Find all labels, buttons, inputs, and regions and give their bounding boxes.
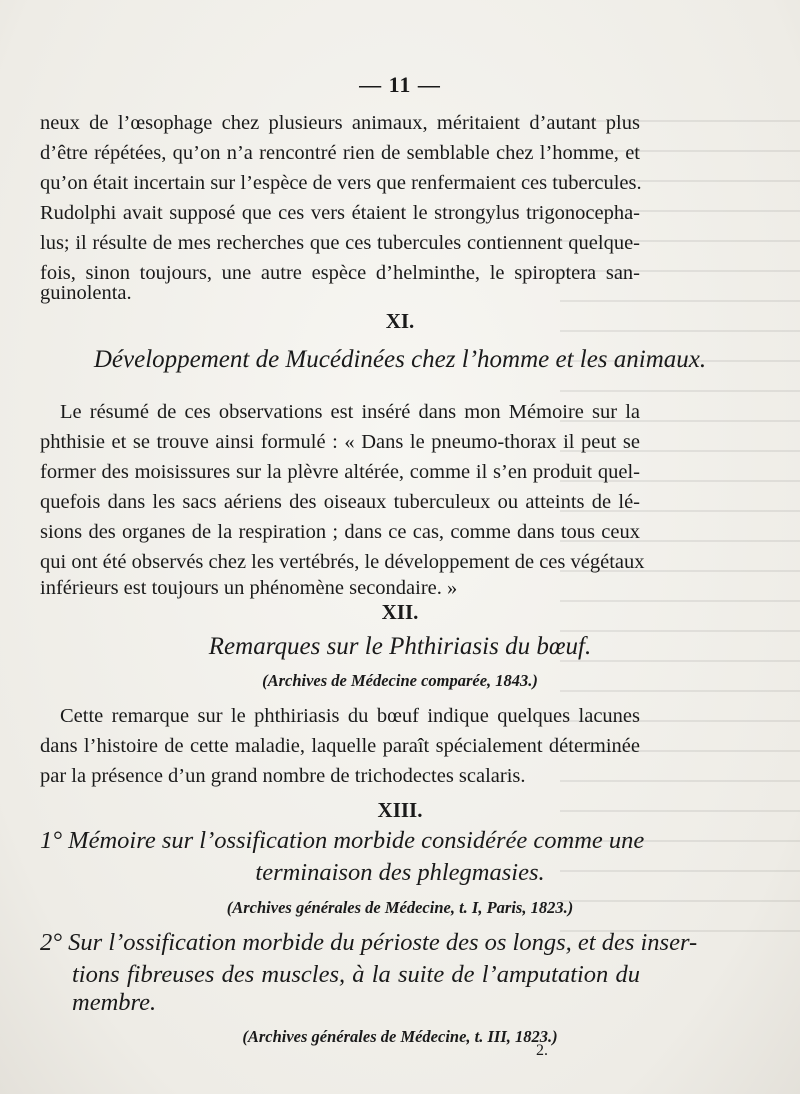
citation: (Archives de Médecine comparée, 1843.) — [262, 671, 538, 690]
text-line: sions des organes de la respiration ; dans ce cas, comme dans tous ceux — [40, 521, 640, 543]
text-line: Le résumé de ces observations est inséré dans mon Mémoire sur la — [60, 401, 640, 423]
text-line: phthisie et se trouve ainsi formulé : « Dans le pneumo-thorax il peut se — [40, 431, 640, 453]
item-title-line: membre. — [72, 989, 157, 1016]
section-number: XIII. — [377, 798, 423, 822]
section-title: Remarques sur le Phthiriasis du bœuf. — [208, 633, 592, 660]
text-line: dans l’histoire de cette maladie, laquelle paraît spécialement déterminée — [40, 735, 640, 757]
citation: (Archives générales de Médecine, t. III, 1823.) — [242, 1027, 558, 1046]
citation: (Archives générales de Médecine, t. I, Paris, 1823.) — [226, 898, 574, 917]
text-line: guinolenta. — [40, 282, 132, 304]
text-line: fois, sinon toujours, une autre espèce d’helminthe, le spiroptera san- — [40, 262, 640, 284]
item-title-line: terminaison des phlegmasies. — [255, 859, 545, 886]
text-line: neux de l’œsophage chez plusieurs animaux, méritaient d’autant plus — [40, 112, 640, 134]
text-line: d’être répétées, qu’on n’a rencontré rien de semblable chez l’homme, et — [40, 142, 640, 164]
text-line: qui ont été observés chez les vertébrés, le développement de ces végétaux — [40, 551, 645, 573]
item-title-line: tions fibreuses des muscles, à la suite de l’amputation du — [72, 961, 640, 988]
page-folio: — 11 — — [359, 72, 441, 97]
section-title: Développement de Mucédinées chez l’homme et les animaux. — [93, 346, 707, 373]
text-line: Cette remarque sur le phthiriasis du bœuf indique quelques lacunes — [60, 705, 640, 727]
text-line: qu’on était incertain sur l’espèce de vers que renfermaient ces tubercules. — [40, 172, 642, 194]
text-line: quefois dans les sacs aériens des oiseaux tuberculeux ou atteints de lé- — [40, 491, 640, 513]
text-line: former des moisissures sur la plèvre altérée, comme il s’en produit quel- — [40, 461, 640, 483]
item-title-line: 2° Sur l’ossification morbide du périoste des os longs, et des inser- — [40, 929, 698, 956]
section-number: XI. — [385, 309, 415, 333]
section-number: XII. — [381, 600, 419, 624]
text-line: lus; il résulte de mes recherches que ces tubercules contiennent quelque- — [40, 232, 640, 254]
text-line: Rudolphi avait supposé que ces vers étaient le strongylus trigonocepha- — [40, 202, 640, 224]
signature-mark: 2. — [536, 1042, 548, 1059]
text-line: inférieurs est toujours un phénomène secondaire. » — [40, 577, 458, 599]
text-line: par la présence d’un grand nombre de trichodectes scalaris. — [40, 765, 526, 787]
item-title-line: 1° Mémoire sur l’ossification morbide considérée comme une — [40, 827, 645, 854]
